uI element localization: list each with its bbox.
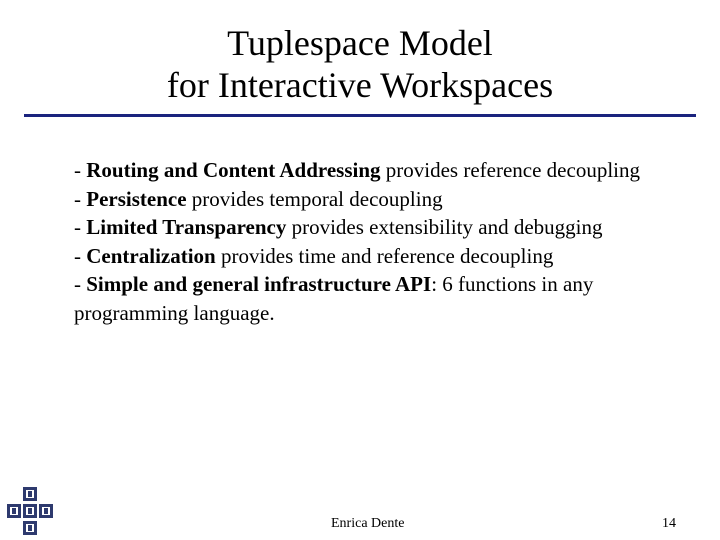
slide-title-line-1: Tuplespace Model [227, 23, 493, 63]
slide-title [0, 22, 720, 106]
bullet-persistence-term: Persistence [86, 186, 187, 211]
bullet-persistence: - Persistence provides temporal decoupling [74, 186, 443, 211]
footer-author: Enrica Dente [331, 516, 405, 531]
bullet-routing-term: Routing and Content Addressing [86, 158, 381, 182]
slide-title-line-2: for Interactive Workspaces [166, 65, 554, 105]
bullet-centralization: - Centralization provides time and reference decoupling [74, 243, 554, 268]
bullet-transparency-term: Limited Transparency [86, 215, 287, 240]
page-number: 14 [662, 516, 676, 531]
title-underline [24, 114, 696, 117]
bullet-api-term: Simple and general infrastructure API [86, 272, 432, 297]
bullet-centralization-term: Centralization [86, 243, 216, 268]
bullet-list [74, 156, 694, 328]
cross-logo-icon [4, 486, 56, 536]
bullet-api: - Simple and general infrastructure API: 6 functions in any programming language. [74, 272, 594, 325]
bullet-transparency: - Limited Transparency provides extensibility and debugging [74, 215, 603, 240]
bullet-routing: - Routing and Content Addressing provides reference decoupling [74, 158, 640, 182]
